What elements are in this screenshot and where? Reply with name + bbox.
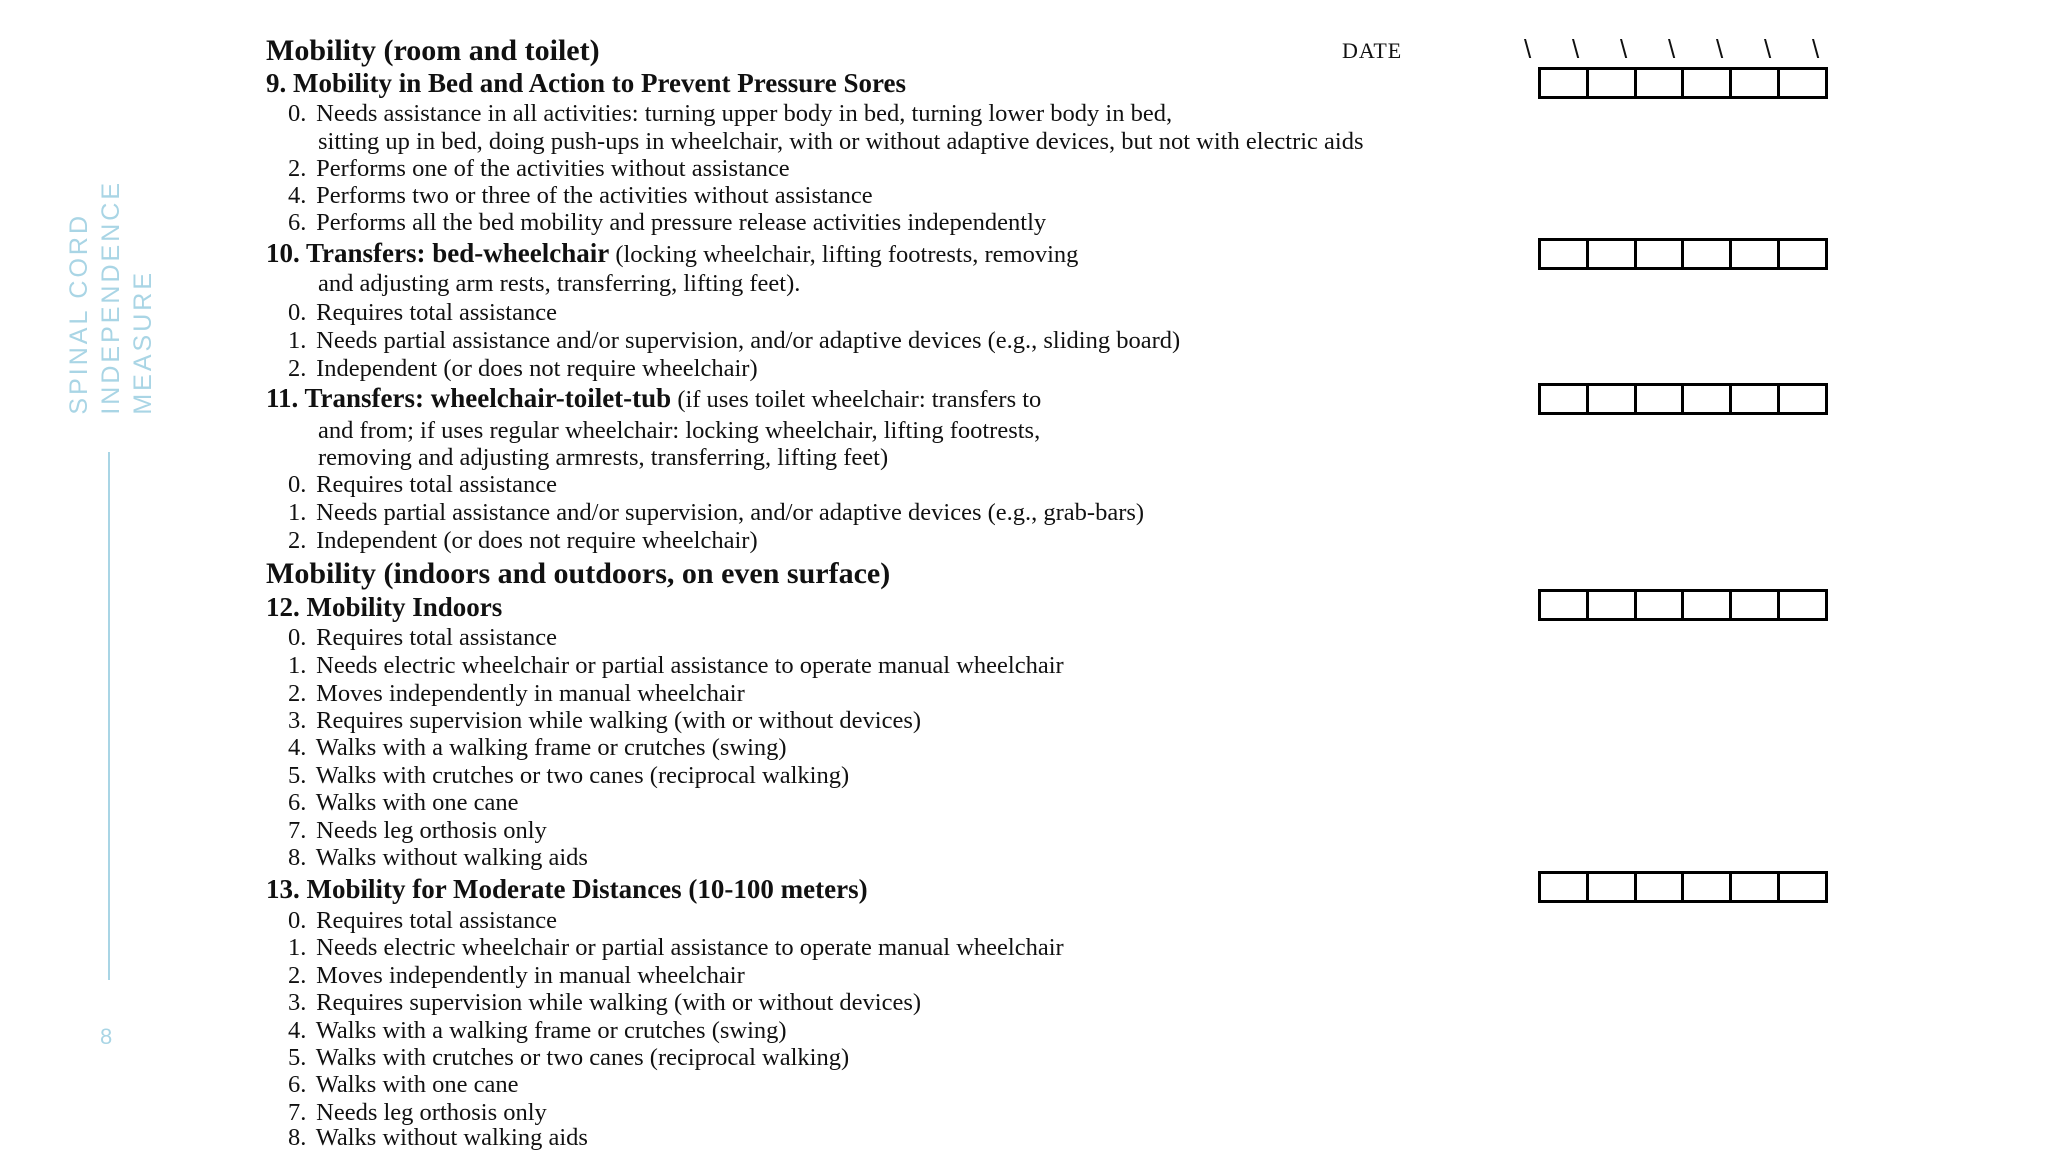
score-box[interactable] — [1684, 592, 1732, 618]
date-label: DATE — [1342, 38, 1403, 63]
score-box[interactable] — [1541, 592, 1589, 618]
score-boxes-item-10[interactable] — [1538, 238, 1828, 270]
date-slash: \ — [1524, 34, 1532, 64]
score-box[interactable] — [1637, 592, 1685, 618]
score-box[interactable] — [1637, 70, 1685, 96]
section-title-indoors-outdoors: Mobility (indoors and outdoors, on even surface) — [266, 557, 891, 590]
score-box[interactable] — [1780, 241, 1825, 267]
item-13-option: 2. Moves independently in manual wheelchair — [288, 962, 745, 989]
score-box[interactable] — [1732, 386, 1780, 412]
item-9-option-2: 2. Performs one of the activities without assistance — [288, 155, 790, 182]
score-box[interactable] — [1684, 70, 1732, 96]
sidebar-title — [64, 180, 164, 415]
section-title: Mobility (room and toilet) — [266, 34, 600, 67]
score-box[interactable] — [1780, 874, 1825, 900]
item-9-option-0: 0. Needs assistance in all activities: turning upper body in bed, turning lower body in bed, — [288, 100, 1173, 127]
date-slash: \ — [1668, 34, 1676, 64]
item-9-title: 9. Mobility in Bed and Action to Prevent Pressure Sores — [266, 68, 906, 98]
score-box[interactable] — [1637, 241, 1685, 267]
item-9-option-0-continued: sitting up in bed, doing push-ups in wheelchair, with or without adaptive devices, but not with electric aids — [318, 128, 1364, 155]
item-12-option: 0. Requires total assistance — [288, 624, 557, 651]
item-13-option: 6. Walks with one cane — [288, 1071, 519, 1098]
score-boxes-item-11[interactable] — [1538, 383, 1828, 415]
score-box[interactable] — [1732, 70, 1780, 96]
item-13-option: 1. Needs electric wheelchair or partial assistance to operate manual wheelchair — [288, 934, 1064, 961]
item-12-title: 12. Mobility Indoors — [266, 592, 503, 622]
item-11-option-2: 2. Independent (or does not require wheelchair) — [288, 527, 758, 554]
item-13-option: 8. Walks without walking aids — [288, 1124, 588, 1151]
date-slash: \ — [1764, 34, 1772, 64]
item-13-option: 7. Needs leg orthosis only — [288, 1099, 547, 1126]
score-box[interactable] — [1589, 241, 1637, 267]
score-box[interactable] — [1780, 592, 1825, 618]
item-12-option: 8. Walks without walking aids — [288, 844, 588, 871]
sidebar-title-line-1: SPINAL CORD — [65, 213, 93, 415]
item-10-title: 10. Transfers: bed-wheelchair (locking wheelchair, lifting footrests, removing — [266, 238, 1079, 268]
score-boxes-item-9[interactable] — [1538, 67, 1828, 99]
item-11-title-continued: and from; if uses regular wheelchair: locking wheelchair, lifting footrests, — [318, 417, 1041, 444]
item-10-option-0: 0. Requires total assistance — [288, 299, 557, 326]
item-9-option-6: 6. Performs all the bed mobility and pressure release activities independently — [288, 209, 1047, 236]
score-box[interactable] — [1541, 386, 1589, 412]
item-13-option: 5. Walks with crutches or two canes (reciprocal walking) — [288, 1044, 850, 1071]
item-13-option: 3. Requires supervision while walking (with or without devices) — [288, 989, 922, 1016]
item-9-option-4: 4. Performs two or three of the activities without assistance — [288, 182, 873, 209]
date-slash: \ — [1812, 34, 1820, 64]
score-box[interactable] — [1541, 241, 1589, 267]
item-12-option: 7. Needs leg orthosis only — [288, 817, 547, 844]
score-box[interactable] — [1732, 874, 1780, 900]
sidebar-divider — [108, 452, 110, 980]
score-box[interactable] — [1589, 70, 1637, 96]
score-box[interactable] — [1684, 386, 1732, 412]
score-box[interactable] — [1780, 386, 1825, 412]
item-11-option-0: 0. Requires total assistance — [288, 471, 557, 498]
score-box[interactable] — [1541, 874, 1589, 900]
score-box[interactable] — [1732, 241, 1780, 267]
score-box[interactable] — [1589, 386, 1637, 412]
item-12-option: 4. Walks with a walking frame or crutches (swing) — [288, 734, 787, 761]
score-box[interactable] — [1589, 874, 1637, 900]
score-box[interactable] — [1684, 874, 1732, 900]
item-13-option: 4. Walks with a walking frame or crutches (swing) — [288, 1017, 787, 1044]
item-11-option-1: 1. Needs partial assistance and/or supervision, and/or adaptive devices (e.g., grab-bars) — [288, 499, 1145, 526]
score-box[interactable] — [1732, 592, 1780, 618]
date-slash: \ — [1620, 34, 1628, 64]
date-slash: \ — [1572, 34, 1580, 64]
item-10-option-1: 1. Needs partial assistance and/or supervision, and/or adaptive devices (e.g., sliding board) — [288, 327, 1181, 354]
item-10-title-continued: and adjusting arm rests, transferring, lifting feet). — [318, 270, 801, 297]
item-11-title-continued: removing and adjusting armrests, transferring, lifting feet) — [318, 444, 889, 471]
sidebar-title-line-2: INDEPENDENCE — [97, 180, 125, 415]
item-13-option: 0. Requires total assistance — [288, 907, 557, 934]
score-box[interactable] — [1541, 70, 1589, 96]
score-box[interactable] — [1589, 592, 1637, 618]
page-number: 8 — [100, 1024, 113, 1049]
score-box[interactable] — [1637, 874, 1685, 900]
score-box[interactable] — [1684, 241, 1732, 267]
item-12-option: 5. Walks with crutches or two canes (reciprocal walking) — [288, 762, 850, 789]
item-12-option: 3. Requires supervision while walking (with or without devices) — [288, 707, 922, 734]
item-12-option: 6. Walks with one cane — [288, 789, 519, 816]
score-box[interactable] — [1637, 386, 1685, 412]
item-10-option-2: 2. Independent (or does not require wheelchair) — [288, 355, 758, 382]
item-12-option: 2. Moves independently in manual wheelchair — [288, 680, 745, 707]
item-11-title: 11. Transfers: wheelchair-toilet-tub (if uses toilet wheelchair: transfers to — [266, 383, 1042, 413]
item-13-title: 13. Mobility for Moderate Distances (10-100 meters) — [266, 874, 868, 904]
item-12-option: 1. Needs electric wheelchair or partial assistance to operate manual wheelchair — [288, 652, 1064, 679]
sidebar-title-line-3: MEASURE — [129, 270, 157, 415]
score-boxes-item-12[interactable] — [1538, 589, 1828, 621]
score-boxes-item-13[interactable] — [1538, 871, 1828, 903]
date-slash: \ — [1716, 34, 1724, 64]
score-box[interactable] — [1780, 70, 1825, 96]
